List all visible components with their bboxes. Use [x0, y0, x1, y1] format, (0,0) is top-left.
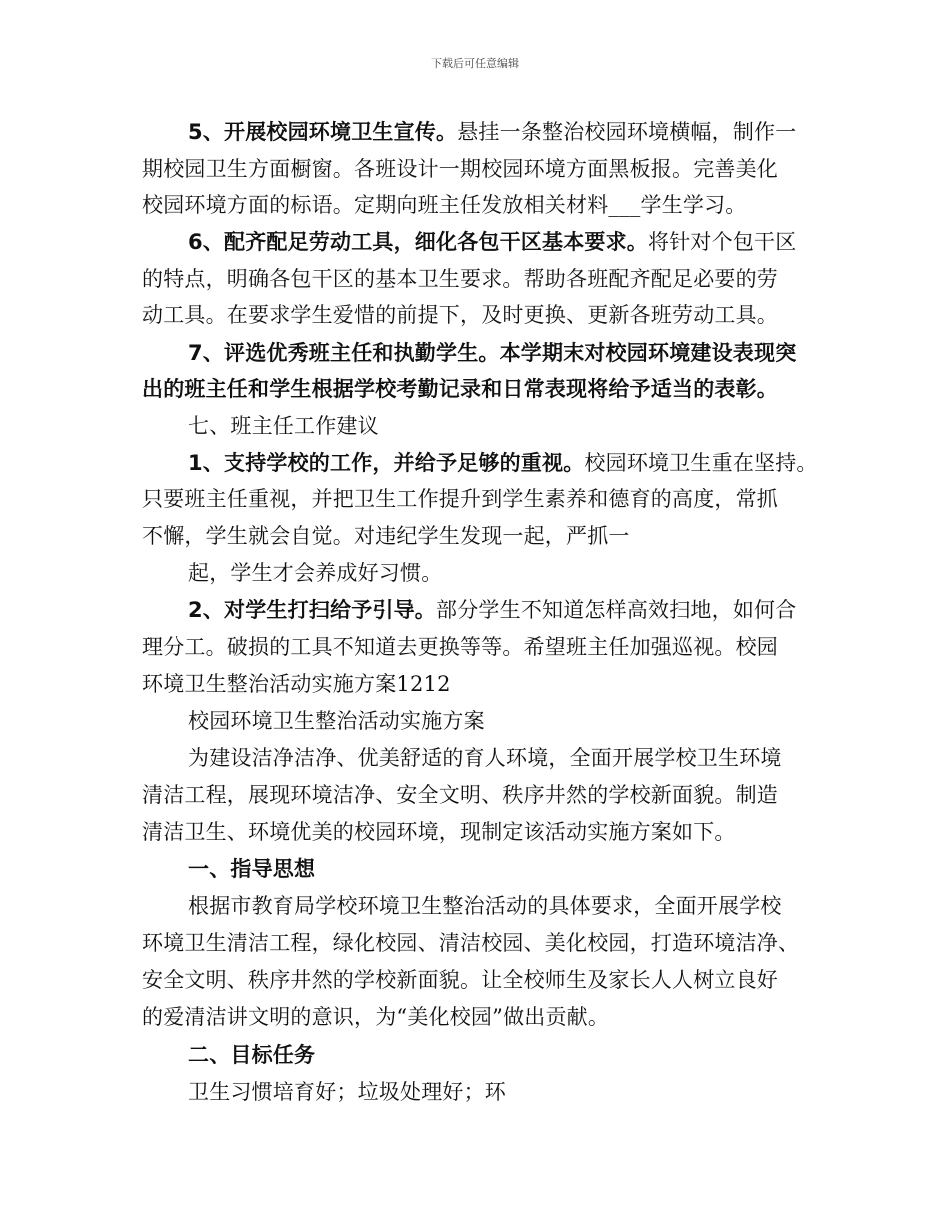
- page-header: 下载后可任意编辑: [431, 57, 519, 70]
- line-text: 将针对个包干区: [648, 230, 797, 254]
- paragraph-line: 期校园卫生方面橱窗。各班设计一期校园环境方面黑板报。完善美化: [142, 157, 778, 181]
- paragraph-line: [188, 447, 818, 477]
- paragraph-line: 只要班主任重视，并把卫生工作提升到学生素养和德育的高度，常抓: [142, 487, 778, 511]
- paragraph-line: [188, 226, 796, 256]
- line-text: 悬挂一条整治校园环境横幅，制作一: [457, 120, 797, 144]
- paragraph-line: 动工具。在要求学生爱惜的前提下，及时更换、更新各班劳动工具。: [142, 303, 778, 327]
- paragraph-line: 的爱清洁讲文明的意识，为“美化校园”做出贡献。: [142, 1005, 610, 1029]
- paragraph-line: 起，学生才会养成好习惯。: [188, 561, 443, 585]
- paragraph-line: [188, 594, 796, 624]
- paragraph-line: 环境卫生清洁工程，绿化校园、清洁校园、美化校园，打造环境洁净、: [142, 931, 800, 955]
- bold-paragraph-line: 7、评选优秀班主任和执勤学生。本学期末对校园环境建设表现突: [188, 341, 797, 365]
- bold-heading: 2、对学生打扫给予引导。: [188, 598, 437, 622]
- line-text: 部分学生不知道怎样高效扫地，如何合: [436, 598, 797, 622]
- document-title: 校园环境卫生整治活动实施方案: [188, 709, 485, 733]
- paragraph-line: 不懈，学生就会自觉。对违纪学生发现一起，严抓一: [142, 524, 630, 548]
- paragraph-line: [188, 116, 796, 146]
- bold-heading: 5、开展校园环境卫生宣传。: [188, 120, 458, 144]
- section-heading: 二、目标任务: [188, 1043, 316, 1067]
- bold-paragraph-line: 出的班主任和学生根据学校考勤记录和日常表现将给予适当的表彰。: [142, 377, 778, 401]
- bold-heading: 6、配齐配足劳动工具，细化各包干区基本要求。: [188, 230, 649, 254]
- bold-heading: 1、支持学校的工作，并给予足够的重视。: [188, 451, 585, 475]
- paragraph-line: 为建设洁净洁净、优美舒适的育人环境，全面开展学校卫生环境: [188, 746, 782, 770]
- line-text: 校园环境卫生重在坚持。: [584, 451, 818, 475]
- paragraph-line: 清洁卫生、环境优美的校园环境，现制定该活动实施方案如下。: [142, 820, 736, 844]
- paragraph-line: 卫生习惯培育好；垃圾处理好；环: [188, 1080, 506, 1104]
- paragraph-line: 的特点，明确各包干区的基本卫生要求。帮助各班配齐配足必要的劳: [142, 267, 778, 291]
- paragraph-line: 环境卫生整治活动实施方案1212: [142, 672, 451, 696]
- paragraph-line: 理分工。破损的工具不知道去更换等等。希望班主任加强巡视。校园: [142, 635, 778, 659]
- paragraph-line: 根据市教育局学校环境卫生整治活动的具体要求，全面开展学校: [188, 894, 782, 918]
- paragraph-line: 校园环境方面的标语。定期向班主任发放相关材料___学生学习。: [142, 193, 747, 217]
- section-heading: 一、指导思想: [188, 857, 316, 881]
- paragraph-line: 清洁工程，展现环境洁净、安全文明、秩序井然的学校新面貌。制造: [142, 783, 778, 807]
- section-heading: 七、班主任工作建议: [188, 414, 379, 438]
- paragraph-line: 安全文明、秩序井然的学校新面貌。让全校师生及家长人人树立良好: [142, 968, 778, 992]
